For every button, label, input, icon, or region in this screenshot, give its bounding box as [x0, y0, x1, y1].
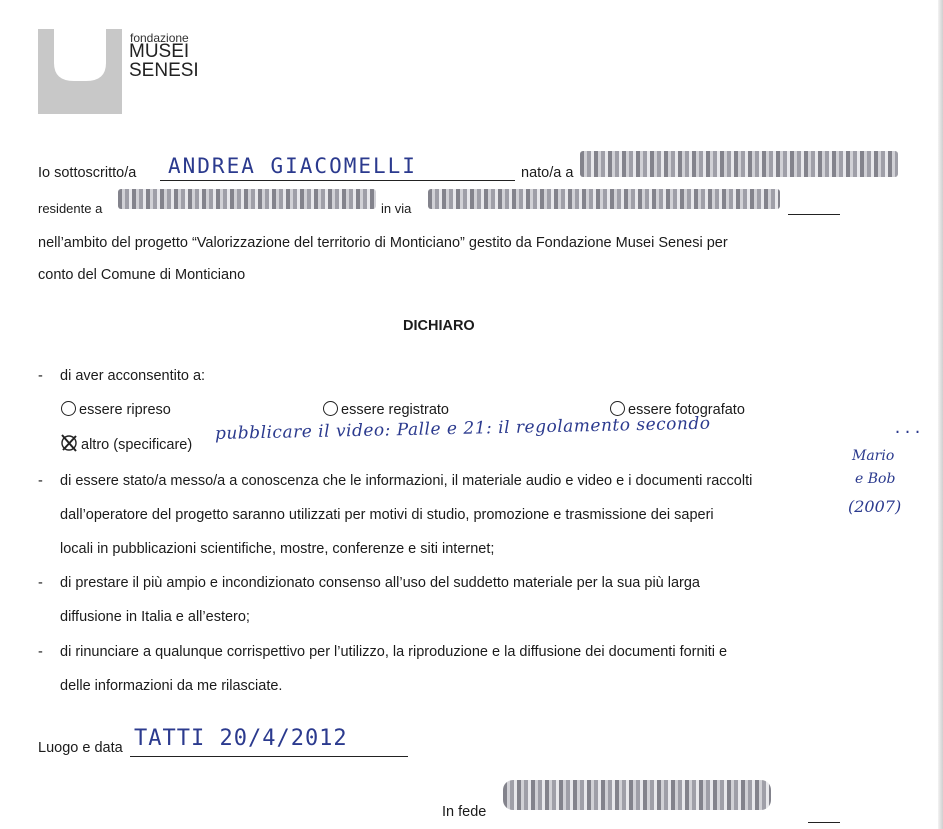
signature-underline: [808, 822, 840, 823]
consent-intro: di aver acconsentito a:: [60, 368, 206, 384]
statement-dash: -: [38, 644, 43, 660]
statement-3-line-1: di rinunciare a qualunque corrispettivo per l’utilizzo, la riproduzione e la diffusione dei documenti forniti e: [60, 644, 728, 660]
option-ripreso[interactable]: [61, 400, 171, 420]
option-fotografato-label: essere fotografato: [628, 402, 745, 418]
residente-label: residente a: [38, 201, 103, 216]
consent-dash: -: [38, 368, 43, 384]
via-label: in via: [381, 201, 412, 216]
altro-label: altro (specificare): [81, 437, 193, 453]
margin-note-year: (2007): [848, 497, 902, 516]
margin-note-bob: e Bob: [855, 471, 896, 487]
redacted-birthplace: [580, 151, 898, 177]
sottoscritto-label: Io sottoscritto/a: [38, 165, 137, 181]
paragraph-line-2: conto del Comune di Monticiano: [38, 267, 246, 283]
radio-icon[interactable]: [323, 401, 338, 416]
logo-text-fondazione: fondazione: [130, 31, 189, 45]
paragraph-line-1: nell’ambito del progetto “Valorizzazione del territorio di Monticiano” gestito da Fondazione Musei Senesi per: [38, 235, 728, 251]
logo-text-senesi: SENESI: [129, 60, 199, 81]
sottoscritto-underline: [160, 180, 515, 181]
redacted-residence: [118, 189, 376, 209]
altro-value: pubblicare il video: Palle e 21: il regolamento secondo: [214, 413, 711, 444]
logo-mark: [38, 29, 122, 114]
luogo-value: TATTI 20/4/2012: [134, 726, 348, 751]
statement-3-line-2: delle informazioni da me rilasciate.: [60, 678, 283, 694]
page-edge-shadow: [938, 0, 943, 829]
option-altro-checked[interactable]: [60, 433, 78, 451]
statement-dash: -: [38, 473, 43, 489]
option-registrato-label: essere registrato: [341, 402, 449, 418]
altro-ellipsis: ...: [893, 419, 924, 437]
option-registrato[interactable]: [323, 400, 449, 420]
logo: [38, 29, 208, 114]
sottoscritto-value: ANDREA GIACOMELLI: [168, 154, 417, 178]
option-ripreso-label: essere ripreso: [79, 402, 171, 418]
heading-dichiaro: DICHIARO: [403, 318, 475, 334]
luogo-underline: [130, 756, 408, 757]
margin-note-mario: Mario: [852, 448, 895, 464]
via-underline: [788, 214, 840, 215]
redacted-signature: [503, 780, 771, 810]
nato-label: nato/a a: [521, 165, 574, 181]
statement-1-line-1: di essere stato/a messo/a a conoscenza che le informazioni, il materiale audio e video e i documenti raccolti: [60, 473, 753, 489]
statement-2-line-1: di prestare il più ampio e incondizionato consenso all’uso del suddetto materiale per la sua più larga: [60, 575, 700, 591]
statement-1-line-3: locali in pubblicazioni scientifiche, mostre, conferenze e siti internet;: [60, 541, 495, 557]
luogo-label: Luogo e data: [38, 740, 123, 756]
checked-x-icon: [60, 433, 80, 453]
logo-text-musei: MUSEI: [129, 41, 190, 62]
statement-dash: -: [38, 575, 43, 591]
radio-icon[interactable]: [610, 401, 625, 416]
statement-1-line-2: dall’operatore del progetto saranno utilizzati per motivi di studio, promozione e trasmissione dei saperi: [60, 507, 714, 523]
fede-label: In fede: [442, 804, 487, 820]
radio-icon[interactable]: [61, 401, 76, 416]
redacted-street: [428, 189, 780, 209]
statement-2-line-2: diffusione in Italia e all’estero;: [60, 609, 250, 625]
